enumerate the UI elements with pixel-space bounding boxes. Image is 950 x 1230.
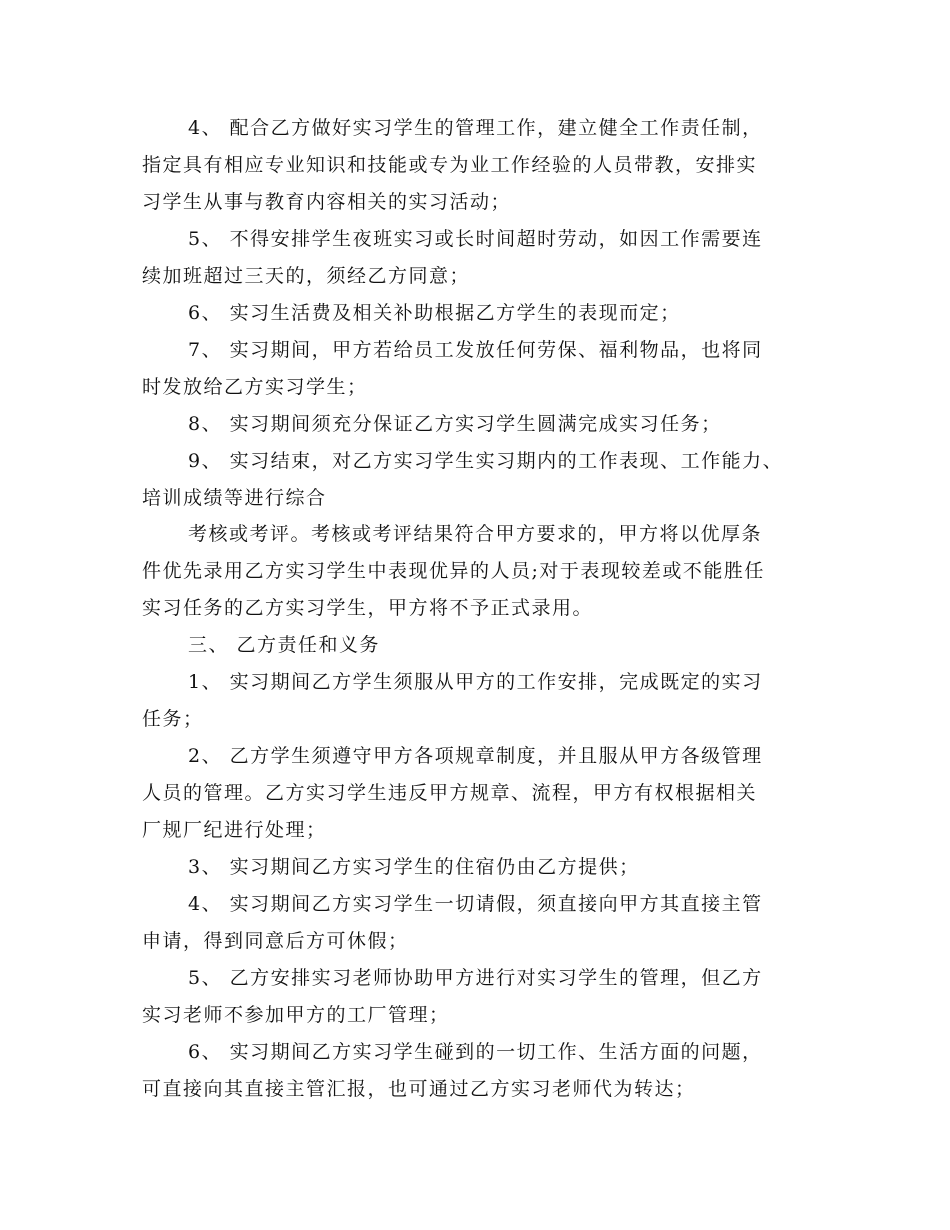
- text-line: 5、 乙方安排实习老师协助甲方进行对实习学生的管理，但乙方: [188, 967, 763, 989]
- text-line: 2、 乙方学生须遵守甲方各项规章制度，并且服从甲方各级管理: [188, 745, 763, 767]
- text-line: 件优先录用乙方实习学生中表现优异的人员;对于表现较差或不能胜任: [142, 560, 765, 582]
- text-line: 4、 配合乙方做好实习学生的管理工作，建立健全工作责任制，: [188, 117, 763, 139]
- text-line: 6、 实习生活费及相关补助根据乙方学生的表现而定；: [188, 302, 681, 324]
- text-line: 4、 实习期间乙方实习学生一切请假，须直接向甲方其直接主管: [188, 893, 763, 915]
- text-line: 续加班超过三天的，须经乙方同意；: [142, 265, 471, 287]
- text-line: 习学生从事与教育内容相关的实习活动；: [142, 191, 512, 213]
- text-line: 指定具有相应专业知识和技能或专为业工作经验的人员带教，安排实: [142, 154, 758, 176]
- text-line: 人员的管理。乙方实习学生违反甲方规章、流程，甲方有权根据相关: [142, 782, 758, 804]
- text-line: 8、 实习期间须充分保证乙方实习学生圆满完成实习任务；: [188, 413, 722, 435]
- text-line: 培训成绩等进行综合: [142, 487, 327, 509]
- text-line: 可直接向其直接主管汇报，也可通过乙方实习老师代为转达；: [142, 1078, 696, 1100]
- text-line: 5、 不得安排学生夜班实习或长时间超时劳动，如因工作需要连: [188, 228, 763, 250]
- text-line: 时发放给乙方实习学生；: [142, 376, 368, 398]
- text-line: 考核或考评。考核或考评结果符合甲方要求的，甲方将以优厚条: [188, 523, 763, 545]
- section-heading: 三、 乙方责任和义务: [188, 634, 381, 656]
- text-line: 7、 实习期间，甲方若给员工发放任何劳保、福利物品，也将同: [188, 339, 763, 361]
- text-line: 实习老师不参加甲方的工厂管理；: [142, 1004, 450, 1026]
- text-line: 1、 实习期间乙方学生须服从甲方的工作安排，完成既定的实习: [188, 671, 763, 693]
- text-line: 任务；: [142, 708, 204, 730]
- text-line: 厂规厂纪进行处理；: [142, 819, 327, 841]
- text-line: 实习任务的乙方实习学生，甲方将不予正式录用。: [142, 597, 594, 619]
- text-line: 6、 实习期间乙方实习学生碰到的一切工作、生活方面的问题，: [188, 1041, 763, 1063]
- text-line: 3、 实习期间乙方实习学生的住宿仍由乙方提供；: [188, 856, 640, 878]
- text-line: 9、 实习结束，对乙方实习学生实习期内的工作表现、工作能力、: [188, 450, 784, 472]
- text-line: 申请，得到同意后方可休假；: [142, 930, 409, 952]
